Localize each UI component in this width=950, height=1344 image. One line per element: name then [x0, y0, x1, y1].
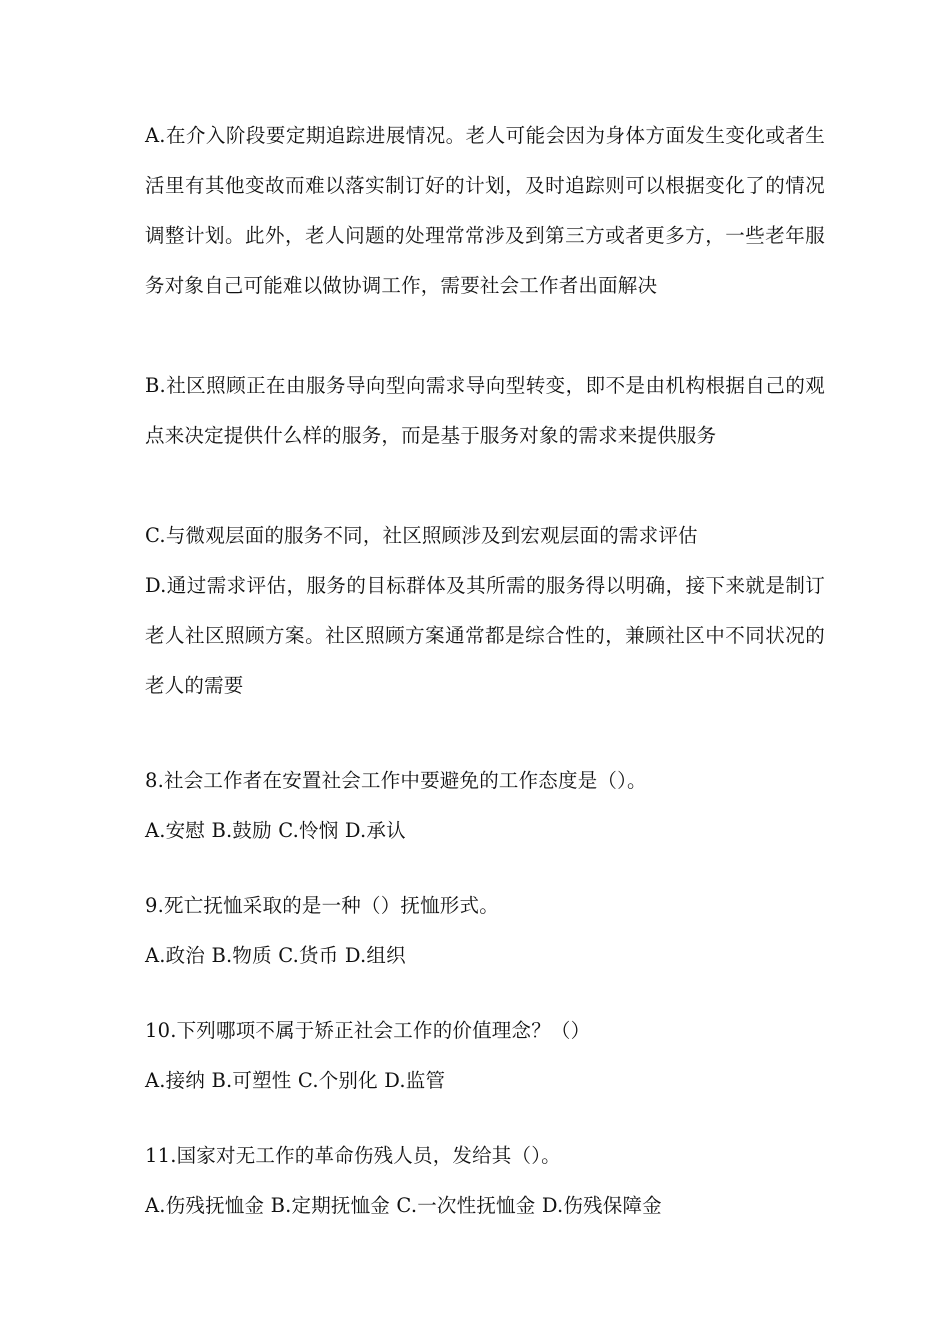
explanation-d: [145, 561, 825, 711]
question-11: [145, 1141, 825, 1171]
question-8-options: [145, 816, 825, 846]
question-11-options: [145, 1191, 825, 1221]
question-stem: 10.下列哪项不属于矫正社会工作的价值理念？（）: [145, 1019, 591, 1042]
question-stem: 8.社会工作者在安置社会工作中要避免的工作态度是（）。: [145, 769, 647, 792]
question-stem: 9.死亡抚恤采取的是一种（）抚恤形式。: [145, 894, 499, 917]
question-options: A.接纳 B.可塑性 C.个别化 D.监管: [145, 1069, 446, 1092]
question-10: [145, 1016, 825, 1046]
question-9-options: [145, 941, 825, 971]
question-options: A.安慰 B.鼓励 C.怜悯 D.承认: [145, 819, 406, 842]
explanation-text: D.通过需求评估，服务的目标群体及其所需的服务得以明确，接下来就是制订老人社区照顾方案。社区照顾方案通常都是综合性的，兼顾社区中不同状况的老人的需要: [145, 574, 825, 697]
explanation-text: B.社区照顾正在由服务导向型向需求导向型转变，即不是由机构根据自己的观点来决定提供什么样的服务，而是基于服务对象的需求来提供服务: [145, 374, 825, 447]
explanation-text: A.在介入阶段要定期追踪进展情况。老人可能会因为身体方面发生变化或者生活里有其他变故而难以落实制订好的计划，及时追踪则可以根据变化了的情况调整计划。此外，老人问题的处理常常涉及到第三方或者更多方，一些老年服务对象自己可能难以做协调工作，需要社会工作者出面解决: [145, 124, 825, 297]
explanation-c: [145, 511, 825, 561]
question-options: A.伤残抚恤金 B.定期抚恤金 C.一次性抚恤金 D.伤残保障金: [145, 1194, 662, 1217]
explanation-a: [145, 111, 825, 311]
question-8: [145, 766, 825, 796]
explanation-b: [145, 361, 825, 461]
question-10-options: [145, 1066, 825, 1096]
explanation-text: C.与微观层面的服务不同，社区照顾涉及到宏观层面的需求评估: [145, 524, 698, 547]
question-options: A.政治 B.物质 C.货币 D.组织: [145, 944, 406, 967]
question-stem: 11.国家对无工作的革命伤残人员，发给其（）。: [145, 1144, 561, 1167]
question-9: [145, 891, 825, 921]
